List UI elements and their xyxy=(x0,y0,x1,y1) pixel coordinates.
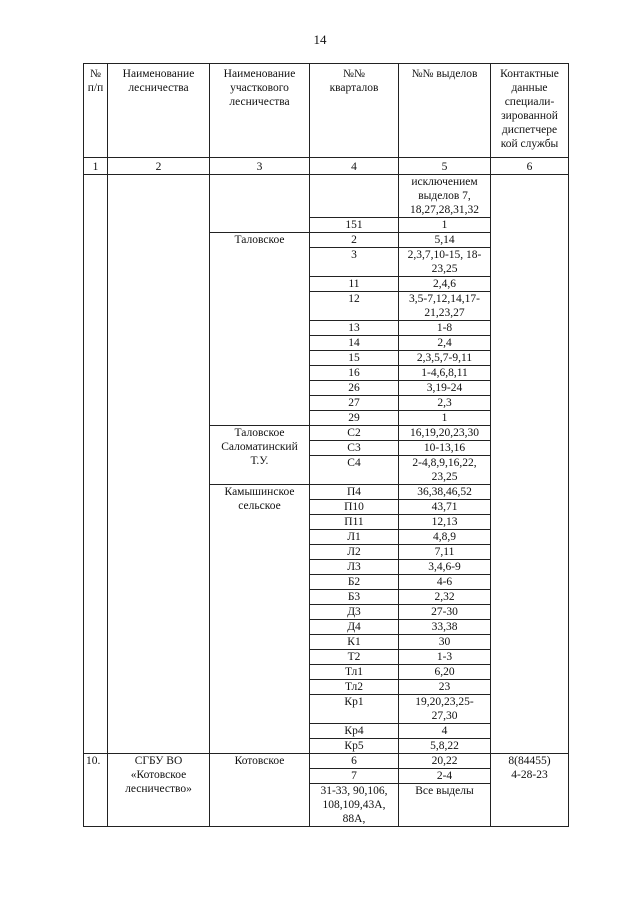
column-number-row xyxy=(84,158,569,175)
quarter-cell-text: 14 xyxy=(348,337,360,349)
plots-cell-text: 3,19-24 xyxy=(426,382,463,394)
district-cell xyxy=(210,754,310,827)
plots-cell xyxy=(399,336,491,351)
header-row xyxy=(84,64,569,158)
plots-cell xyxy=(399,739,491,754)
header-quarters: №№ кварталов xyxy=(329,68,379,94)
plots-cell xyxy=(399,635,491,650)
plots-cell xyxy=(399,605,491,620)
plots-cell xyxy=(399,575,491,590)
table-row xyxy=(84,175,569,218)
plots-cell-text: 2,4,6 xyxy=(433,278,456,290)
contact-cell-text: 8(84455) 4-28-23 xyxy=(508,755,551,781)
plots-cell-text: 2-4 xyxy=(436,770,453,782)
quarter-cell xyxy=(310,411,399,426)
plots-cell xyxy=(399,381,491,396)
quarter-cell xyxy=(310,233,399,248)
quarter-cell xyxy=(310,530,399,545)
plots-cell-text: 5,14 xyxy=(434,234,455,246)
plots-cell xyxy=(399,485,491,500)
plots-cell xyxy=(399,500,491,515)
plots-cell xyxy=(399,650,491,665)
plots-cell-text: 43,71 xyxy=(431,501,458,513)
quarter-cell-text: 16 xyxy=(348,367,360,379)
quarter-cell-text: Т2 xyxy=(347,651,361,663)
quarter-cell-text: 7 xyxy=(351,770,357,782)
quarter-cell-text: 11 xyxy=(348,278,360,290)
header-forestry: Наименование лесничества xyxy=(122,68,195,94)
quarter-cell-text: 151 xyxy=(345,219,363,231)
quarter-cell xyxy=(310,456,399,485)
table-row xyxy=(84,754,569,769)
quarter-cell-text: 6 xyxy=(351,755,357,767)
quarter-cell xyxy=(310,426,399,441)
plots-cell-text: 1-8 xyxy=(436,322,453,334)
header-contacts: Контактные данные специали- зированной диспетчере кой службы xyxy=(500,68,559,150)
forestry-cell-text: СГБУ ВО «Котовское лесничество» xyxy=(125,755,192,795)
quarter-cell xyxy=(310,590,399,605)
quarter-cell-text: Л2 xyxy=(347,546,361,558)
quarter-cell-text: С2 xyxy=(347,427,361,439)
quarter-cell-text: 26 xyxy=(348,382,360,394)
column-number: 5 xyxy=(399,158,491,175)
column-number: 6 xyxy=(491,158,569,175)
column-number: 1 xyxy=(84,158,108,175)
plots-cell-text: исключением выделов 7, 18,27,28,31,32 xyxy=(410,176,479,216)
plots-cell xyxy=(399,754,491,769)
plots-cell xyxy=(399,426,491,441)
header-cell xyxy=(310,64,399,158)
quarter-cell xyxy=(310,321,399,336)
quarter-cell xyxy=(310,277,399,292)
plots-cell xyxy=(399,590,491,605)
plots-cell-text: 27-30 xyxy=(431,606,458,618)
quarter-cell xyxy=(310,396,399,411)
quarter-cell xyxy=(310,560,399,575)
plots-cell-text: Все выделы xyxy=(415,785,474,797)
quarter-cell xyxy=(310,620,399,635)
plots-cell-text: 5,8,22 xyxy=(430,740,459,752)
column-number: 2 xyxy=(108,158,210,175)
quarter-cell-text: Л3 xyxy=(347,561,361,573)
plots-cell xyxy=(399,680,491,695)
plots-cell-text: 7,11 xyxy=(434,546,455,558)
plots-cell-text: 10-13,16 xyxy=(423,442,466,454)
quarter-cell-text: Тл1 xyxy=(345,666,363,678)
quarter-cell-text: 2 xyxy=(351,234,357,246)
plots-cell xyxy=(399,456,491,485)
plots-cell-text: 2,3,7,10-15, 18- 23,25 xyxy=(407,249,482,275)
quarter-cell xyxy=(310,441,399,456)
quarter-cell-text: 13 xyxy=(348,322,360,334)
plots-cell xyxy=(399,321,491,336)
quarter-cell-text: 27 xyxy=(348,397,360,409)
page-number: 14 xyxy=(313,32,327,47)
contact-cell xyxy=(491,175,569,754)
plots-cell-text: 19,20,23,25- 27,30 xyxy=(415,696,474,722)
header-cell xyxy=(399,64,491,158)
quarter-cell-text: Тл2 xyxy=(345,681,363,693)
plots-cell-text: 3,4,6-9 xyxy=(428,561,461,573)
district-cell xyxy=(210,426,310,485)
quarter-cell-text: 12 xyxy=(348,293,360,305)
forestry-cell xyxy=(108,175,210,754)
quarter-cell xyxy=(310,575,399,590)
plots-cell-text: 1-4,6,8,11 xyxy=(421,367,468,379)
quarter-cell-text: 15 xyxy=(348,352,360,364)
quarter-cell-text: 3 xyxy=(351,249,357,261)
quarter-cell xyxy=(310,248,399,277)
quarter-cell xyxy=(310,515,399,530)
quarter-cell xyxy=(310,784,399,827)
quarter-cell-text: Кр1 xyxy=(344,696,364,708)
district-cell-text: Камышинское сельское xyxy=(224,486,295,512)
quarter-cell xyxy=(310,175,399,218)
plots-cell-text: 23 xyxy=(438,681,451,693)
district-cell-text: Таловское xyxy=(234,234,285,246)
num-cell-text: 10. xyxy=(86,755,101,767)
plots-cell xyxy=(399,545,491,560)
plots-cell xyxy=(399,411,491,426)
quarter-cell xyxy=(310,500,399,515)
district-cell xyxy=(210,233,310,426)
quarter-cell xyxy=(310,650,399,665)
plots-cell xyxy=(399,218,491,233)
quarter-cell-text: С4 xyxy=(347,457,361,469)
quarter-cell-text: Л1 xyxy=(347,531,361,543)
quarter-cell xyxy=(310,366,399,381)
quarter-cell-text: Б3 xyxy=(347,591,361,603)
quarter-cell xyxy=(310,754,399,769)
plots-cell xyxy=(399,396,491,411)
quarter-cell-text: П4 xyxy=(346,486,362,498)
plots-cell-text: 4 xyxy=(441,725,448,737)
plots-cell xyxy=(399,769,491,784)
quarter-cell-text: Д4 xyxy=(347,621,361,633)
header-plots: №№ выделов xyxy=(411,68,478,80)
quarter-cell-text: 31-33, 90,106, 108,109,43А, 88А, xyxy=(320,785,388,825)
quarter-cell xyxy=(310,218,399,233)
quarter-cell xyxy=(310,336,399,351)
header-district: Наименование участкового лесничества xyxy=(223,68,296,108)
plots-cell-text: 2,3,5,7-9,11 xyxy=(416,352,473,364)
contact-cell xyxy=(491,754,569,827)
quarter-cell xyxy=(310,351,399,366)
quarter-cell xyxy=(310,680,399,695)
plots-cell xyxy=(399,560,491,575)
table-body xyxy=(84,175,569,827)
header-cell xyxy=(491,64,569,158)
plots-cell xyxy=(399,724,491,739)
column-number: 3 xyxy=(210,158,310,175)
plots-cell xyxy=(399,441,491,456)
plots-cell-text: 1-3 xyxy=(436,651,453,663)
quarter-cell-text: К1 xyxy=(347,636,361,648)
plots-cell xyxy=(399,233,491,248)
quarter-cell-text: П11 xyxy=(344,516,364,528)
plots-cell-text: 2,32 xyxy=(434,591,455,603)
forestry-table xyxy=(83,63,569,827)
plots-cell-text: 36,38,46,52 xyxy=(417,486,472,498)
plots-cell-text: 12,13 xyxy=(431,516,458,528)
quarter-cell xyxy=(310,769,399,784)
header-num: № п/п xyxy=(87,68,104,94)
plots-cell xyxy=(399,620,491,635)
district-cell xyxy=(210,175,310,233)
plots-cell xyxy=(399,351,491,366)
plots-cell xyxy=(399,175,491,218)
plots-cell xyxy=(399,784,491,827)
plots-cell-text: 20,22 xyxy=(431,755,458,767)
plots-cell xyxy=(399,515,491,530)
num-cell xyxy=(84,175,108,754)
quarter-cell xyxy=(310,292,399,321)
header-cell xyxy=(108,64,210,158)
plots-cell-text: 6,20 xyxy=(434,666,455,678)
forestry-cell xyxy=(108,754,210,827)
quarter-cell-text: С3 xyxy=(347,442,361,454)
quarter-cell xyxy=(310,724,399,739)
district-cell xyxy=(210,485,310,754)
plots-cell xyxy=(399,665,491,680)
plots-cell-text: 2,4 xyxy=(437,337,452,349)
quarter-cell xyxy=(310,381,399,396)
quarter-cell-text: Кр5 xyxy=(344,740,364,752)
plots-cell-text: 2-4,8,9,16,22, 23,25 xyxy=(412,457,477,483)
quarter-cell xyxy=(310,739,399,754)
plots-cell xyxy=(399,248,491,277)
column-number: 4 xyxy=(310,158,399,175)
plots-cell xyxy=(399,292,491,321)
quarter-cell-text: П10 xyxy=(344,501,364,513)
quarter-cell xyxy=(310,635,399,650)
plots-cell-text: 1 xyxy=(441,219,448,231)
quarter-cell xyxy=(310,485,399,500)
quarter-cell-text: Б2 xyxy=(347,576,361,588)
header-cell xyxy=(84,64,108,158)
quarter-cell xyxy=(310,665,399,680)
plots-cell xyxy=(399,695,491,724)
quarter-cell xyxy=(310,545,399,560)
quarter-cell-text: 29 xyxy=(348,412,360,424)
quarter-cell xyxy=(310,695,399,724)
district-cell-text: Таловское Саломатинский Т.У. xyxy=(221,427,298,467)
header-cell xyxy=(210,64,310,158)
quarter-cell-text: Д3 xyxy=(347,606,361,618)
district-cell-text: Котовское xyxy=(234,755,285,767)
plots-cell-text: 33,38 xyxy=(431,621,458,633)
plots-cell-text: 4,8,9 xyxy=(433,531,456,543)
plots-cell-text: 4-6 xyxy=(436,576,453,588)
plots-cell xyxy=(399,530,491,545)
plots-cell-text: 30 xyxy=(438,636,451,648)
plots-cell xyxy=(399,277,491,292)
plots-cell-text: 16,19,20,23,30 xyxy=(410,427,479,439)
num-cell xyxy=(84,754,108,827)
quarter-cell xyxy=(310,605,399,620)
plots-cell-text: 3,5-7,12,14,17- 21,23,27 xyxy=(409,293,480,319)
plots-cell-text: 2,3 xyxy=(437,397,452,409)
quarter-cell-text: Кр4 xyxy=(344,725,364,737)
plots-cell xyxy=(399,366,491,381)
plots-cell-text: 1 xyxy=(441,412,448,424)
